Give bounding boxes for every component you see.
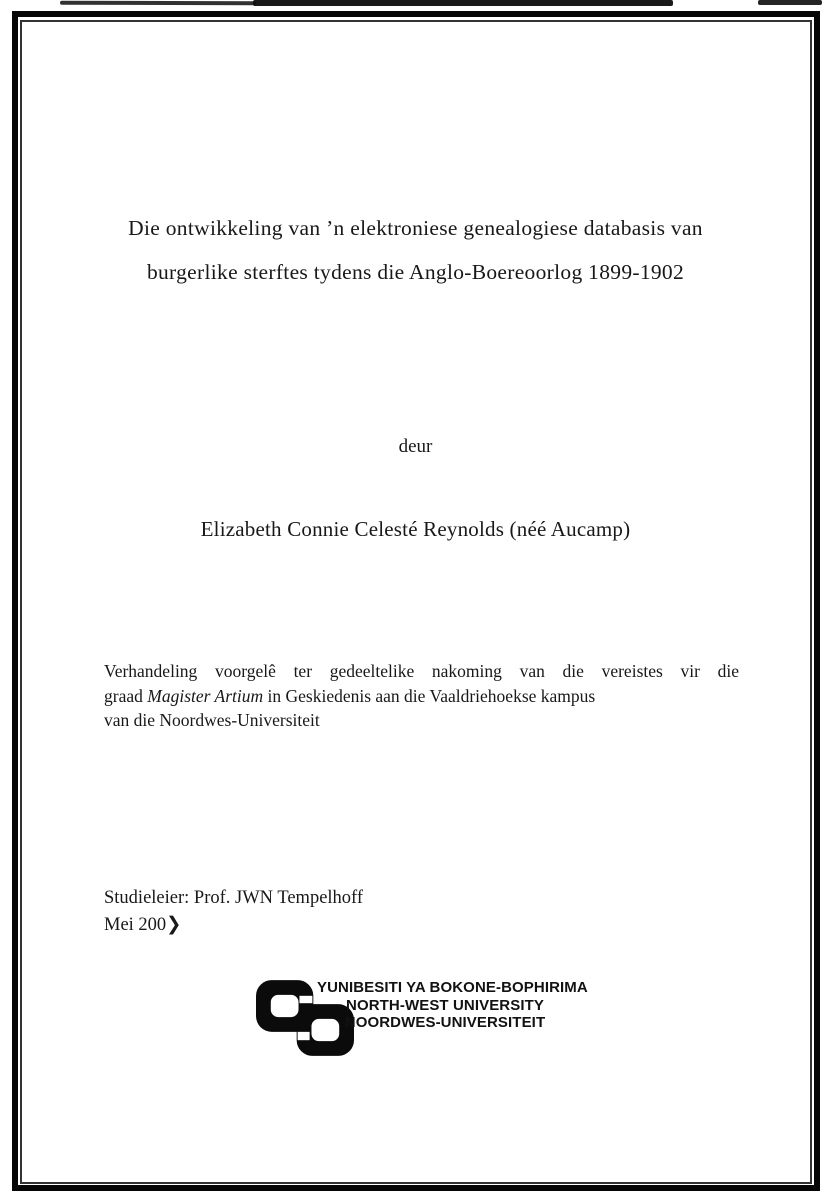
handwritten-seven-mark: ❯ [166,912,182,935]
scan-smudge [758,0,822,5]
thesis-title-line-1: Die ontwikkeling van ’n elektroniese genealogiese databasis van [128,216,703,240]
university-name-afrikaans: NOORDWES-UNIVERSITEIT [344,1014,546,1032]
scan-smudge [253,0,673,6]
thesis-title-line-2: burgerlike sterftes tydens die Anglo-Boereoorlog 1899-1902 [146,260,685,284]
supervisor-block [104,885,363,938]
degree-statement-line-2: graad Magister Artium in Geskiedenis aan die Vaaldriehoekse kampus [104,685,596,706]
degree-statement-line-1: Verhandeling voorgelê ter gedeeltelike nakoming van die vereistes vir die [104,661,739,681]
date-line: Mei 200❯ [104,912,363,939]
degree-name: Magister Artium [147,685,264,706]
university-name-english: NORTH-WEST UNIVERSITY [346,996,544,1014]
author-name: Elizabeth Connie Celesté Reynolds (néé Aucamp) [200,517,631,541]
byline: deur [398,436,433,457]
supervisor-line: Studieleier: Prof. JWN Tempelhoff [104,888,364,908]
scan-smudge [60,1,256,6]
degree-statement [104,659,739,733]
university-logo-text [317,979,588,1032]
university-name-setswana: YUNIBESITI YA BOKONE-BOPHIRIMA [317,979,588,996]
degree-statement-line-3: van die Noordwes-Universiteit [104,710,320,730]
thesis-title [30,206,801,294]
